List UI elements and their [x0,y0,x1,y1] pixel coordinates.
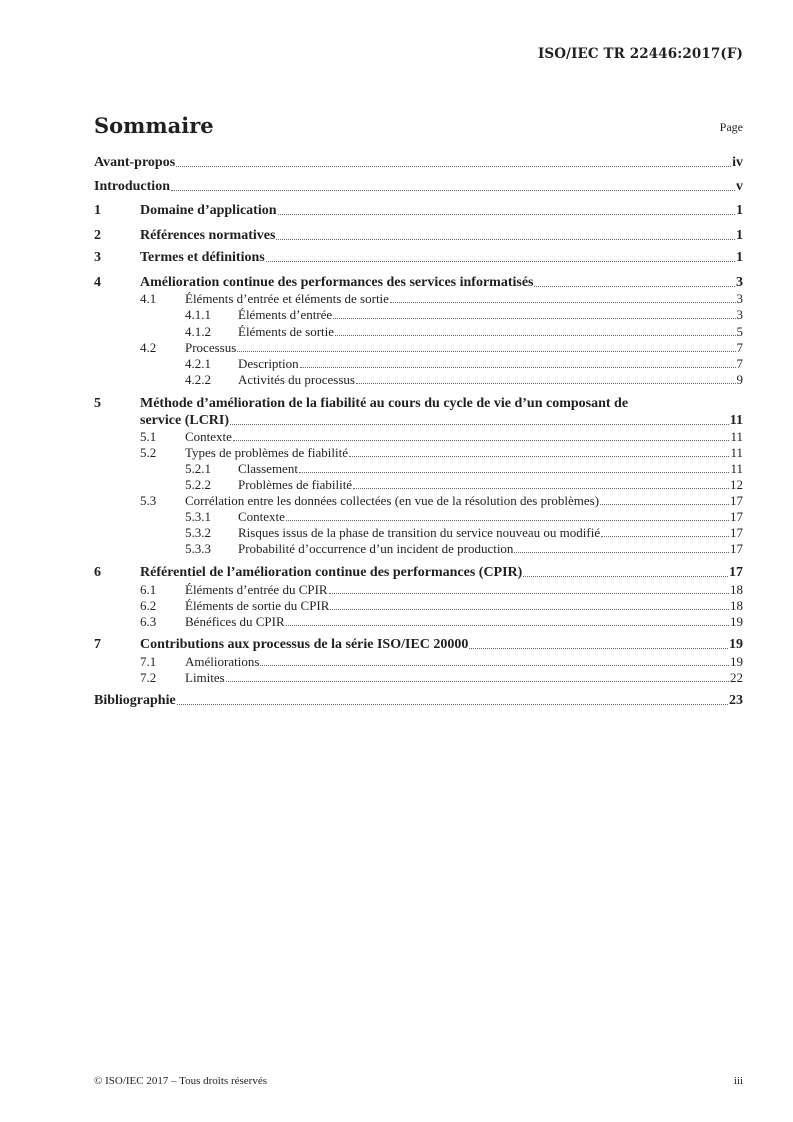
toc-entry-page: 18 [730,582,743,597]
toc-entry-number: 6.2 [140,598,157,613]
toc-entry-6-1[interactable] [94,582,743,597]
leader-dots [514,551,729,553]
toc-entry-4-1-2[interactable] [94,324,743,339]
toc-entry-label: Référentiel de l’amélioration continue des performances (CPIR) [140,565,523,580]
toc-entry-5-line1[interactable] [94,396,743,411]
leader-dots [353,487,729,489]
toc-entry-label: Classement [238,461,298,476]
toc-entry-number: 7.2 [140,670,157,685]
toc-entry-label: Contexte [238,509,285,524]
toc-entry-label: Probabilité d’occurrence d’un incident de production [238,541,514,556]
toc-entry-number: 5.2.2 [185,477,211,492]
toc-entry-2[interactable] [94,228,743,243]
toc-entry-7[interactable] [94,637,743,652]
toc-entry-label: Types de problèmes de fiabilité [185,445,348,460]
toc-entry-6-3[interactable] [94,614,743,629]
footer-page-number: iii [733,1075,743,1087]
toc-entry-page: 7 [736,356,743,371]
toc-entry-6-2[interactable] [94,598,743,613]
toc-entry-label: Amélioration continue des performances des services informatisés [140,275,534,290]
toc-entry-page: 3 [736,307,743,322]
leader-dots [276,238,735,240]
toc-entry-page: 17 [730,509,743,524]
toc-entry-number: 3 [94,250,101,265]
toc-entry-7-2[interactable] [94,670,743,685]
toc-entry-page: 5 [736,324,743,339]
toc-entry-number: 4.1 [140,291,157,306]
toc-entry-page: 17 [730,525,743,540]
toc-entry-number: 5.3.1 [185,509,211,524]
toc-entry-label: Activités du processus [238,372,355,387]
toc-entry-page: 7 [736,340,743,355]
leader-dots [286,519,729,521]
toc-entry-label: Processus [185,340,237,355]
toc-entry-5-3[interactable] [94,493,743,508]
toc-entry-label: Introduction [94,179,170,194]
toc-entry-page: 3 [736,275,743,290]
leader-dots [237,350,735,352]
toc-entry-label-cont: service (LCRI) [140,413,230,428]
leader-dots [333,317,735,319]
toc-entry-4-2-2[interactable] [94,372,743,387]
toc-entry-label: Corrélation entre les données collectées (en vue de la résolution des problèmes) [185,493,600,508]
leader-dots [176,165,731,167]
toc-entry-4[interactable] [94,275,743,290]
toc-entry-number: 4.1.2 [185,324,211,339]
toc-entry-number: 6.3 [140,614,157,629]
toc-entry-label: Avant-propos [94,155,176,170]
toc-entry-page: 19 [729,637,743,652]
toc-entry-page: 1 [736,203,743,218]
toc-entry-label: Méthode d’amélioration de la fiabilité au cours du cycle de vie d’un composant de [140,396,629,411]
toc-entry-label: Contributions aux processus de la série ISO/IEC 20000 [140,637,469,652]
toc-entry-page: 23 [729,693,743,708]
toc-entry-page: 18 [730,598,743,613]
toc-entry-page: 22 [730,670,743,685]
toc-entry-3[interactable] [94,250,743,265]
toc-entry-5-3-3[interactable] [94,541,743,556]
toc-entry-number: 5.2 [140,445,157,460]
toc-entry-label: Éléments d’entrée [238,307,333,322]
footer-copyright: © ISO/IEC 2017 – Tous droits réservés [94,1075,267,1087]
toc-entry-page: 17 [730,493,743,508]
leader-dots [233,439,730,441]
toc-entry-number: 4.2.2 [185,372,211,387]
toc-entry-number: 4 [94,275,101,290]
toc-entry-4-1[interactable] [94,291,743,306]
toc-entry-label: Bibliographie [94,693,176,708]
toc-entry-number: 5.3 [140,493,157,508]
leader-dots [349,455,729,457]
page-title: Sommaire [94,113,214,138]
toc-entry-label: Bénéfices du CPIR [185,614,285,629]
leader-dots [523,575,728,577]
toc-entry-page: 11 [729,413,743,428]
toc-entry-5-2-1[interactable] [94,461,743,476]
toc-entry-page: v [736,179,743,194]
leader-dots [226,680,729,682]
toc-entry-label: Éléments de sortie [238,324,335,339]
toc-entry-label: Domaine d’application [140,203,277,218]
toc-entry-5-line2[interactable] [94,413,743,428]
toc-entry-label: Références normatives [140,228,276,243]
toc-entry-4-1-1[interactable] [94,307,743,322]
toc-entry-number: 5 [94,396,101,411]
toc-entry-page: 17 [730,541,743,556]
leader-dots [171,189,735,191]
toc-entry-label: Limites [185,670,225,685]
toc-entry-number: 5.3.3 [185,541,211,556]
toc-entry-6[interactable] [94,565,743,580]
toc-entry-5-1[interactable] [94,429,743,444]
toc-entry-page: 9 [736,372,743,387]
toc-entry-number: 4.1.1 [185,307,211,322]
toc-entry-number: 5.1 [140,429,157,444]
toc-entry-page: 11 [730,445,743,460]
toc-entry-bibliographie[interactable] [94,693,743,708]
leader-dots [601,535,729,537]
leader-dots [335,334,735,336]
toc-entry-number: 7.1 [140,654,157,669]
leader-dots [469,647,728,649]
toc-entry-5-2[interactable] [94,445,743,460]
document-id: ISO/IEC TR 22446:2017(F) [537,46,743,62]
leader-dots [286,624,729,626]
toc-entry-label: Risques issus de la phase de transition du service nouveau ou modifié [238,525,601,540]
title-row [94,113,743,143]
leader-dots [299,471,730,473]
toc-entry-page: iv [732,155,743,170]
toc-entry-label: Éléments d’entrée du CPIR [185,582,328,597]
toc-entry-page: 11 [730,461,743,476]
toc-entry-page: 17 [729,565,743,580]
leader-dots [177,703,728,705]
toc-entry-1[interactable] [94,203,743,218]
toc-entry-5-3-2[interactable] [94,525,743,540]
toc-entry-avant-propos[interactable] [94,155,743,170]
toc-entry-label: Termes et définitions [140,250,265,265]
toc-entry-number: 6 [94,565,101,580]
toc-entry-number: 2 [94,228,101,243]
toc-entry-7-1[interactable] [94,654,743,669]
leader-dots [278,213,735,215]
leader-dots [300,366,736,368]
toc-entry-page: 19 [730,614,743,629]
toc-entry-label: Améliorations [185,654,260,669]
toc-entry-number: 4.2.1 [185,356,211,371]
toc-entry-page: 3 [736,291,743,306]
page-column-label: Page [719,120,743,134]
toc-entry-4-2-1[interactable] [94,356,743,371]
toc-entry-label: Contexte [185,429,232,444]
leader-dots [534,285,735,287]
toc-entry-page: 19 [730,654,743,669]
toc-entry-page: 1 [736,228,743,243]
toc-entry-introduction[interactable] [94,179,743,194]
toc-entry-page: 11 [730,429,743,444]
leader-dots [260,664,729,666]
leader-dots [600,503,729,505]
toc-entry-label: Éléments d’entrée et éléments de sortie [185,291,389,306]
toc-entry-label: Éléments de sortie du CPIR [185,598,330,613]
leader-dots [356,382,736,384]
toc-entry-4-2[interactable] [94,340,743,355]
leader-dots [230,423,729,425]
toc-entry-label: Problèmes de fiabilité [238,477,353,492]
toc-entry-number: 5.3.2 [185,525,211,540]
leader-dots [266,260,735,262]
toc-entry-5-3-1[interactable] [94,509,743,524]
toc-entry-page: 12 [730,477,743,492]
toc-entry-number: 6.1 [140,582,157,597]
toc-entry-number: 4.2 [140,340,157,355]
leader-dots [390,301,736,303]
leader-dots [329,592,729,594]
leader-dots [330,608,729,610]
toc-entry-number: 1 [94,203,101,218]
toc-entry-label: Description [238,356,299,371]
toc-entry-number: 7 [94,637,101,652]
toc-entry-5-2-2[interactable] [94,477,743,492]
toc-entry-number: 5.2.1 [185,461,211,476]
toc-entry-page: 1 [736,250,743,265]
